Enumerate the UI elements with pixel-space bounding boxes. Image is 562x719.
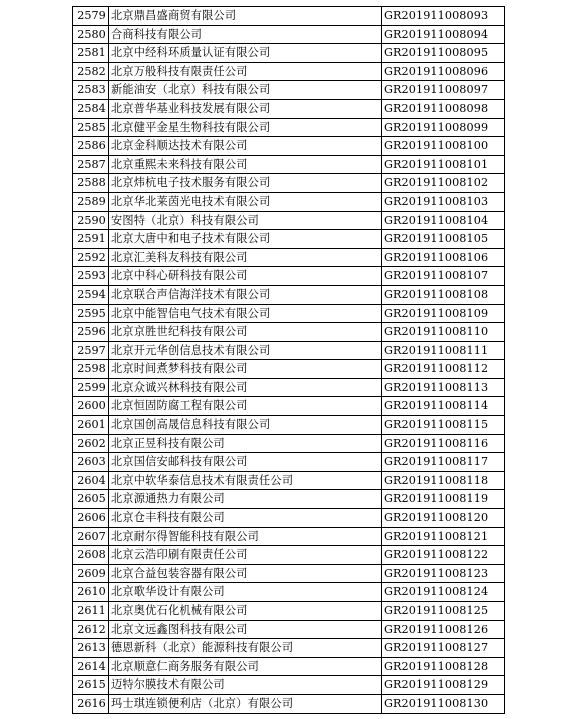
table-row <box>73 360 505 379</box>
table-row <box>73 490 505 509</box>
certificate-code-cell: GR201911008097 <box>382 81 505 100</box>
row-number-cell: 2611 <box>73 602 109 621</box>
certificate-code-cell: GR201911008127 <box>382 639 505 658</box>
row-number-cell: 2595 <box>73 304 109 323</box>
table-row <box>73 341 505 360</box>
company-name-cell: 北京国创高晟信息科技有限公司 <box>109 416 382 435</box>
certificate-code-cell: GR201911008101 <box>382 155 505 174</box>
company-name-cell: 北京正昱科技有限公司 <box>109 434 382 453</box>
table-row <box>73 546 505 565</box>
table-row <box>73 620 505 639</box>
certificate-code-cell: GR201911008098 <box>382 99 505 118</box>
company-name-cell: 北京耐尔得智能科技有限公司 <box>109 527 382 546</box>
row-number-cell: 2608 <box>73 546 109 565</box>
company-name-cell: 北京国信安邮科技有限公司 <box>109 453 382 472</box>
row-number-cell: 2616 <box>73 694 109 713</box>
company-name-cell: 北京仓丰科技有限公司 <box>109 509 382 528</box>
certificate-code-cell: GR201911008126 <box>382 620 505 639</box>
certificate-code-cell: GR201911008093 <box>382 7 505 26</box>
table-row <box>73 230 505 249</box>
certificate-code-cell: GR201911008123 <box>382 564 505 583</box>
certificate-code-cell: GR201911008129 <box>382 676 505 695</box>
certificate-code-cell: GR201911008104 <box>382 211 505 230</box>
certificate-code-cell: GR201911008121 <box>382 527 505 546</box>
table-row <box>73 137 505 156</box>
certificate-code-cell: GR201911008106 <box>382 248 505 267</box>
row-number-cell: 2581 <box>73 44 109 63</box>
table-row <box>73 174 505 193</box>
row-number-cell: 2605 <box>73 490 109 509</box>
row-number-cell: 2579 <box>73 7 109 26</box>
certificate-code-cell: GR201911008130 <box>382 694 505 713</box>
company-name-cell: 玛士琪连锁便利店（北京）有限公司 <box>109 694 382 713</box>
table-row <box>73 62 505 81</box>
table-row <box>73 248 505 267</box>
company-name-cell: 北京顺意仁商务服务有限公司 <box>109 657 382 676</box>
table-row <box>73 81 505 100</box>
certificate-table <box>72 6 505 714</box>
company-name-cell: 北京奥优石化机械有限公司 <box>109 602 382 621</box>
certificate-code-cell: GR201911008128 <box>382 657 505 676</box>
row-number-cell: 2594 <box>73 285 109 304</box>
table-row <box>73 639 505 658</box>
row-number-cell: 2589 <box>73 192 109 211</box>
company-name-cell: 北京文远鑫图科技有限公司 <box>109 620 382 639</box>
company-name-cell: 北京时间煮梦科技有限公司 <box>109 360 382 379</box>
table-row <box>73 527 505 546</box>
company-name-cell: 北京云浩印刷有限责任公司 <box>109 546 382 565</box>
table-row <box>73 397 505 416</box>
row-number-cell: 2599 <box>73 378 109 397</box>
row-number-cell: 2598 <box>73 360 109 379</box>
certificate-code-cell: GR201911008099 <box>382 118 505 137</box>
company-name-cell: 安图特（北京）科技有限公司 <box>109 211 382 230</box>
company-name-cell: 北京万般科技有限责任公司 <box>109 62 382 81</box>
company-name-cell: 北京开元华创信息技术有限公司 <box>109 341 382 360</box>
table-row <box>73 99 505 118</box>
row-number-cell: 2592 <box>73 248 109 267</box>
certificate-code-cell: GR201911008103 <box>382 192 505 211</box>
table-row <box>73 285 505 304</box>
table-row <box>73 323 505 342</box>
row-number-cell: 2597 <box>73 341 109 360</box>
table-row <box>73 694 505 713</box>
certificate-code-cell: GR201911008109 <box>382 304 505 323</box>
company-name-cell: 迈特尔膜技术有限公司 <box>109 676 382 695</box>
certificate-code-cell: GR201911008120 <box>382 509 505 528</box>
certificate-code-cell: GR201911008110 <box>382 323 505 342</box>
row-number-cell: 2602 <box>73 434 109 453</box>
company-name-cell: 北京中能智信电气技术有限公司 <box>109 304 382 323</box>
certificate-code-cell: GR201911008117 <box>382 453 505 472</box>
table-row <box>73 25 505 44</box>
company-name-cell: 北京华北莱茵光电技术有限公司 <box>109 192 382 211</box>
row-number-cell: 2582 <box>73 62 109 81</box>
table-row <box>73 676 505 695</box>
row-number-cell: 2587 <box>73 155 109 174</box>
row-number-cell: 2586 <box>73 137 109 156</box>
certificate-code-cell: GR201911008102 <box>382 174 505 193</box>
row-number-cell: 2585 <box>73 118 109 137</box>
table-row <box>73 44 505 63</box>
company-name-cell: 北京中经科环质量认证有限公司 <box>109 44 382 63</box>
table-row <box>73 192 505 211</box>
table-row <box>73 602 505 621</box>
company-name-cell: 北京众诚兴林科技有限公司 <box>109 378 382 397</box>
company-name-cell: 新能油安（北京）科技有限公司 <box>109 81 382 100</box>
certificate-code-cell: GR201911008115 <box>382 416 505 435</box>
table-row <box>73 118 505 137</box>
table-row <box>73 471 505 490</box>
table-row <box>73 7 505 26</box>
row-number-cell: 2601 <box>73 416 109 435</box>
certificate-code-cell: GR201911008100 <box>382 137 505 156</box>
company-name-cell: 北京中科心研科技有限公司 <box>109 267 382 286</box>
certificate-code-cell: GR201911008114 <box>382 397 505 416</box>
table-row <box>73 509 505 528</box>
company-name-cell: 北京重熙未来科技有限公司 <box>109 155 382 174</box>
row-number-cell: 2593 <box>73 267 109 286</box>
row-number-cell: 2606 <box>73 509 109 528</box>
row-number-cell: 2596 <box>73 323 109 342</box>
document-page <box>72 6 499 714</box>
table-row <box>73 434 505 453</box>
table-row <box>73 657 505 676</box>
certificate-code-cell: GR201911008122 <box>382 546 505 565</box>
row-number-cell: 2591 <box>73 230 109 249</box>
table-body <box>73 7 505 714</box>
row-number-cell: 2583 <box>73 81 109 100</box>
company-name-cell: 北京歌华设计有限公司 <box>109 583 382 602</box>
company-name-cell: 北京炜杭电子技术服务有限公司 <box>109 174 382 193</box>
company-name-cell: 北京普华基业科技发展有限公司 <box>109 99 382 118</box>
company-name-cell: 北京健平金星生物科技有限公司 <box>109 118 382 137</box>
table-row <box>73 583 505 602</box>
certificate-code-cell: GR201911008111 <box>382 341 505 360</box>
row-number-cell: 2613 <box>73 639 109 658</box>
company-name-cell: 北京源通热力有限公司 <box>109 490 382 509</box>
certificate-code-cell: GR201911008113 <box>382 378 505 397</box>
company-name-cell: 北京联合声信海洋技术有限公司 <box>109 285 382 304</box>
certificate-code-cell: GR201911008118 <box>382 471 505 490</box>
certificate-code-cell: GR201911008108 <box>382 285 505 304</box>
company-name-cell: 北京合益包装容器有限公司 <box>109 564 382 583</box>
row-number-cell: 2600 <box>73 397 109 416</box>
company-name-cell: 北京汇美科友科技有限公司 <box>109 248 382 267</box>
table-row <box>73 453 505 472</box>
table-row <box>73 564 505 583</box>
company-name-cell: 德恩新科（北京）能源科技有限公司 <box>109 639 382 658</box>
table-row <box>73 267 505 286</box>
row-number-cell: 2607 <box>73 527 109 546</box>
row-number-cell: 2603 <box>73 453 109 472</box>
table-row <box>73 155 505 174</box>
company-name-cell: 北京大唐中和电子技术有限公司 <box>109 230 382 249</box>
row-number-cell: 2609 <box>73 564 109 583</box>
row-number-cell: 2615 <box>73 676 109 695</box>
certificate-code-cell: GR201911008119 <box>382 490 505 509</box>
certificate-code-cell: GR201911008116 <box>382 434 505 453</box>
company-name-cell: 北京金科顺达技术有限公司 <box>109 137 382 156</box>
company-name-cell: 北京中软华泰信息技术有限责任公司 <box>109 471 382 490</box>
row-number-cell: 2580 <box>73 25 109 44</box>
company-name-cell: 北京京胜世纪科技有限公司 <box>109 323 382 342</box>
row-number-cell: 2604 <box>73 471 109 490</box>
row-number-cell: 2588 <box>73 174 109 193</box>
certificate-code-cell: GR201911008112 <box>382 360 505 379</box>
certificate-code-cell: GR201911008096 <box>382 62 505 81</box>
table-row <box>73 416 505 435</box>
table-row <box>73 211 505 230</box>
certificate-code-cell: GR201911008105 <box>382 230 505 249</box>
certificate-code-cell: GR201911008107 <box>382 267 505 286</box>
row-number-cell: 2584 <box>73 99 109 118</box>
certificate-code-cell: GR201911008094 <box>382 25 505 44</box>
certificate-code-cell: GR201911008124 <box>382 583 505 602</box>
row-number-cell: 2612 <box>73 620 109 639</box>
company-name-cell: 合商科技有限公司 <box>109 25 382 44</box>
table-row <box>73 304 505 323</box>
company-name-cell: 北京鼎昌盛商贸有限公司 <box>109 7 382 26</box>
row-number-cell: 2614 <box>73 657 109 676</box>
table-row <box>73 378 505 397</box>
row-number-cell: 2590 <box>73 211 109 230</box>
certificate-code-cell: GR201911008125 <box>382 602 505 621</box>
company-name-cell: 北京恒固防腐工程有限公司 <box>109 397 382 416</box>
row-number-cell: 2610 <box>73 583 109 602</box>
certificate-code-cell: GR201911008095 <box>382 44 505 63</box>
